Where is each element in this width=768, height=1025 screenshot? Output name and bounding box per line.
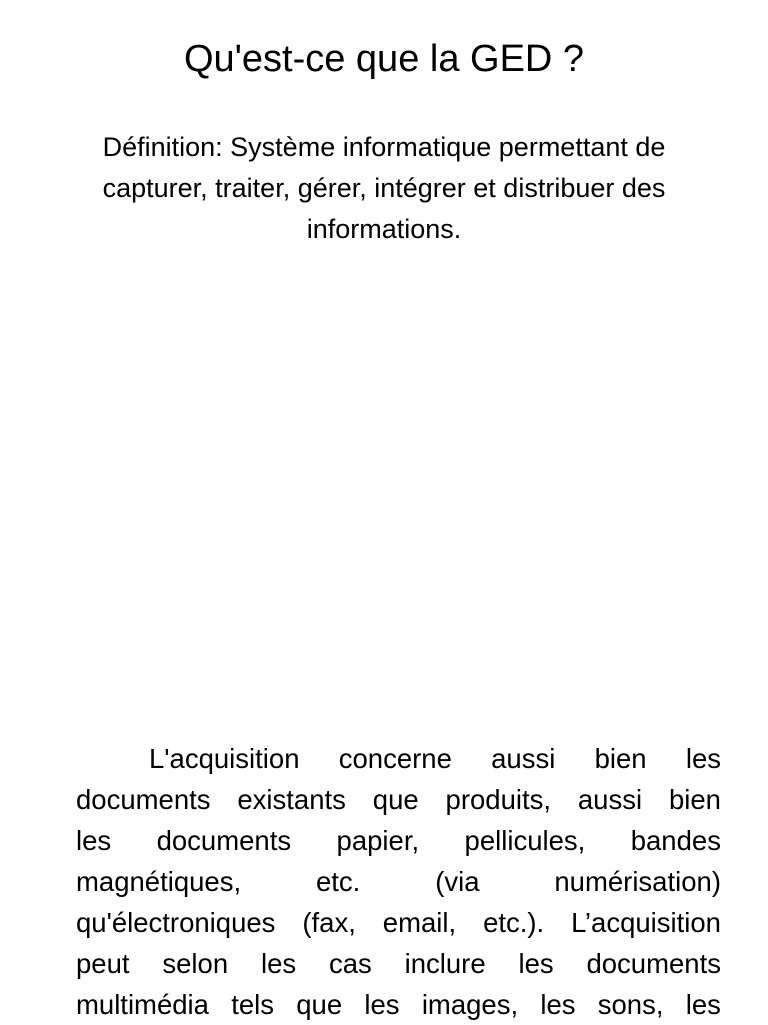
paragraph-word: les bbox=[364, 989, 400, 1020]
paragraph-word: les bbox=[685, 743, 721, 774]
paragraph-word: documents bbox=[156, 825, 292, 856]
paragraph-word: numérisation) bbox=[554, 866, 721, 897]
paragraph-word: cas bbox=[328, 948, 372, 979]
definition-line: informations. bbox=[306, 214, 462, 244]
paragraph-word: que bbox=[372, 784, 419, 815]
paragraph-line bbox=[76, 738, 721, 779]
paragraph-word: bandes bbox=[630, 825, 721, 856]
paragraph-word: (fax, bbox=[302, 907, 356, 938]
paragraph-word: bien bbox=[594, 743, 647, 774]
paragraph-word: produits, bbox=[445, 784, 552, 815]
paragraph-word: documents bbox=[586, 948, 721, 979]
paragraph-line bbox=[76, 779, 721, 820]
paragraph-word: aussi bbox=[577, 784, 643, 815]
paragraph-line bbox=[76, 943, 721, 984]
paragraph-word: concerne bbox=[338, 743, 452, 774]
paragraph-word: qu'électroniques bbox=[76, 907, 276, 938]
paragraph-word: tels bbox=[231, 989, 275, 1020]
paragraph-word: images, bbox=[421, 989, 519, 1020]
definition-paragraph bbox=[40, 127, 728, 250]
paragraph-word: inclure bbox=[404, 948, 486, 979]
paragraph-word: les bbox=[685, 989, 721, 1020]
definition-line: capturer, traiter, gérer, intégrer et distribuer des bbox=[102, 173, 666, 203]
paragraph-line bbox=[76, 984, 721, 1025]
paragraph-word: aussi bbox=[491, 743, 556, 774]
paragraph-word: que bbox=[296, 989, 343, 1020]
paragraph-word: magnétiques, bbox=[76, 866, 242, 897]
paragraph-word: etc.). bbox=[483, 907, 545, 938]
paragraph-word: selon bbox=[162, 948, 229, 979]
paragraph-word: existants bbox=[237, 784, 346, 815]
paragraph-word: peut bbox=[76, 948, 130, 979]
paragraph-word: L'acquisition bbox=[149, 743, 300, 774]
paragraph-word: les bbox=[260, 948, 297, 979]
paragraph-word: les bbox=[518, 948, 554, 979]
paragraph-line bbox=[76, 902, 721, 943]
definition-line: Définition: Système informatique permettant de bbox=[102, 132, 666, 162]
paragraph-word: L’acquisition bbox=[571, 907, 721, 938]
paragraph-word: papier, bbox=[336, 825, 420, 856]
paragraph-word: bien bbox=[668, 784, 721, 815]
acquisition-paragraph bbox=[76, 738, 721, 1025]
paragraph-word: pellicules, bbox=[464, 825, 586, 856]
paragraph-word: multimédia bbox=[76, 989, 209, 1020]
paragraph-word: les bbox=[540, 989, 576, 1020]
paragraph-word: documents bbox=[76, 784, 211, 815]
paragraph-word: sons, bbox=[597, 989, 664, 1020]
paragraph-line bbox=[76, 861, 721, 902]
page-title: Qu'est-ce que la GED ? bbox=[183, 38, 585, 80]
paragraph-word: email, bbox=[382, 907, 457, 938]
paragraph-word: (via bbox=[435, 866, 480, 897]
paragraph-line bbox=[76, 820, 721, 861]
paragraph-word: les bbox=[76, 825, 112, 856]
paragraph-word: etc. bbox=[315, 866, 361, 897]
